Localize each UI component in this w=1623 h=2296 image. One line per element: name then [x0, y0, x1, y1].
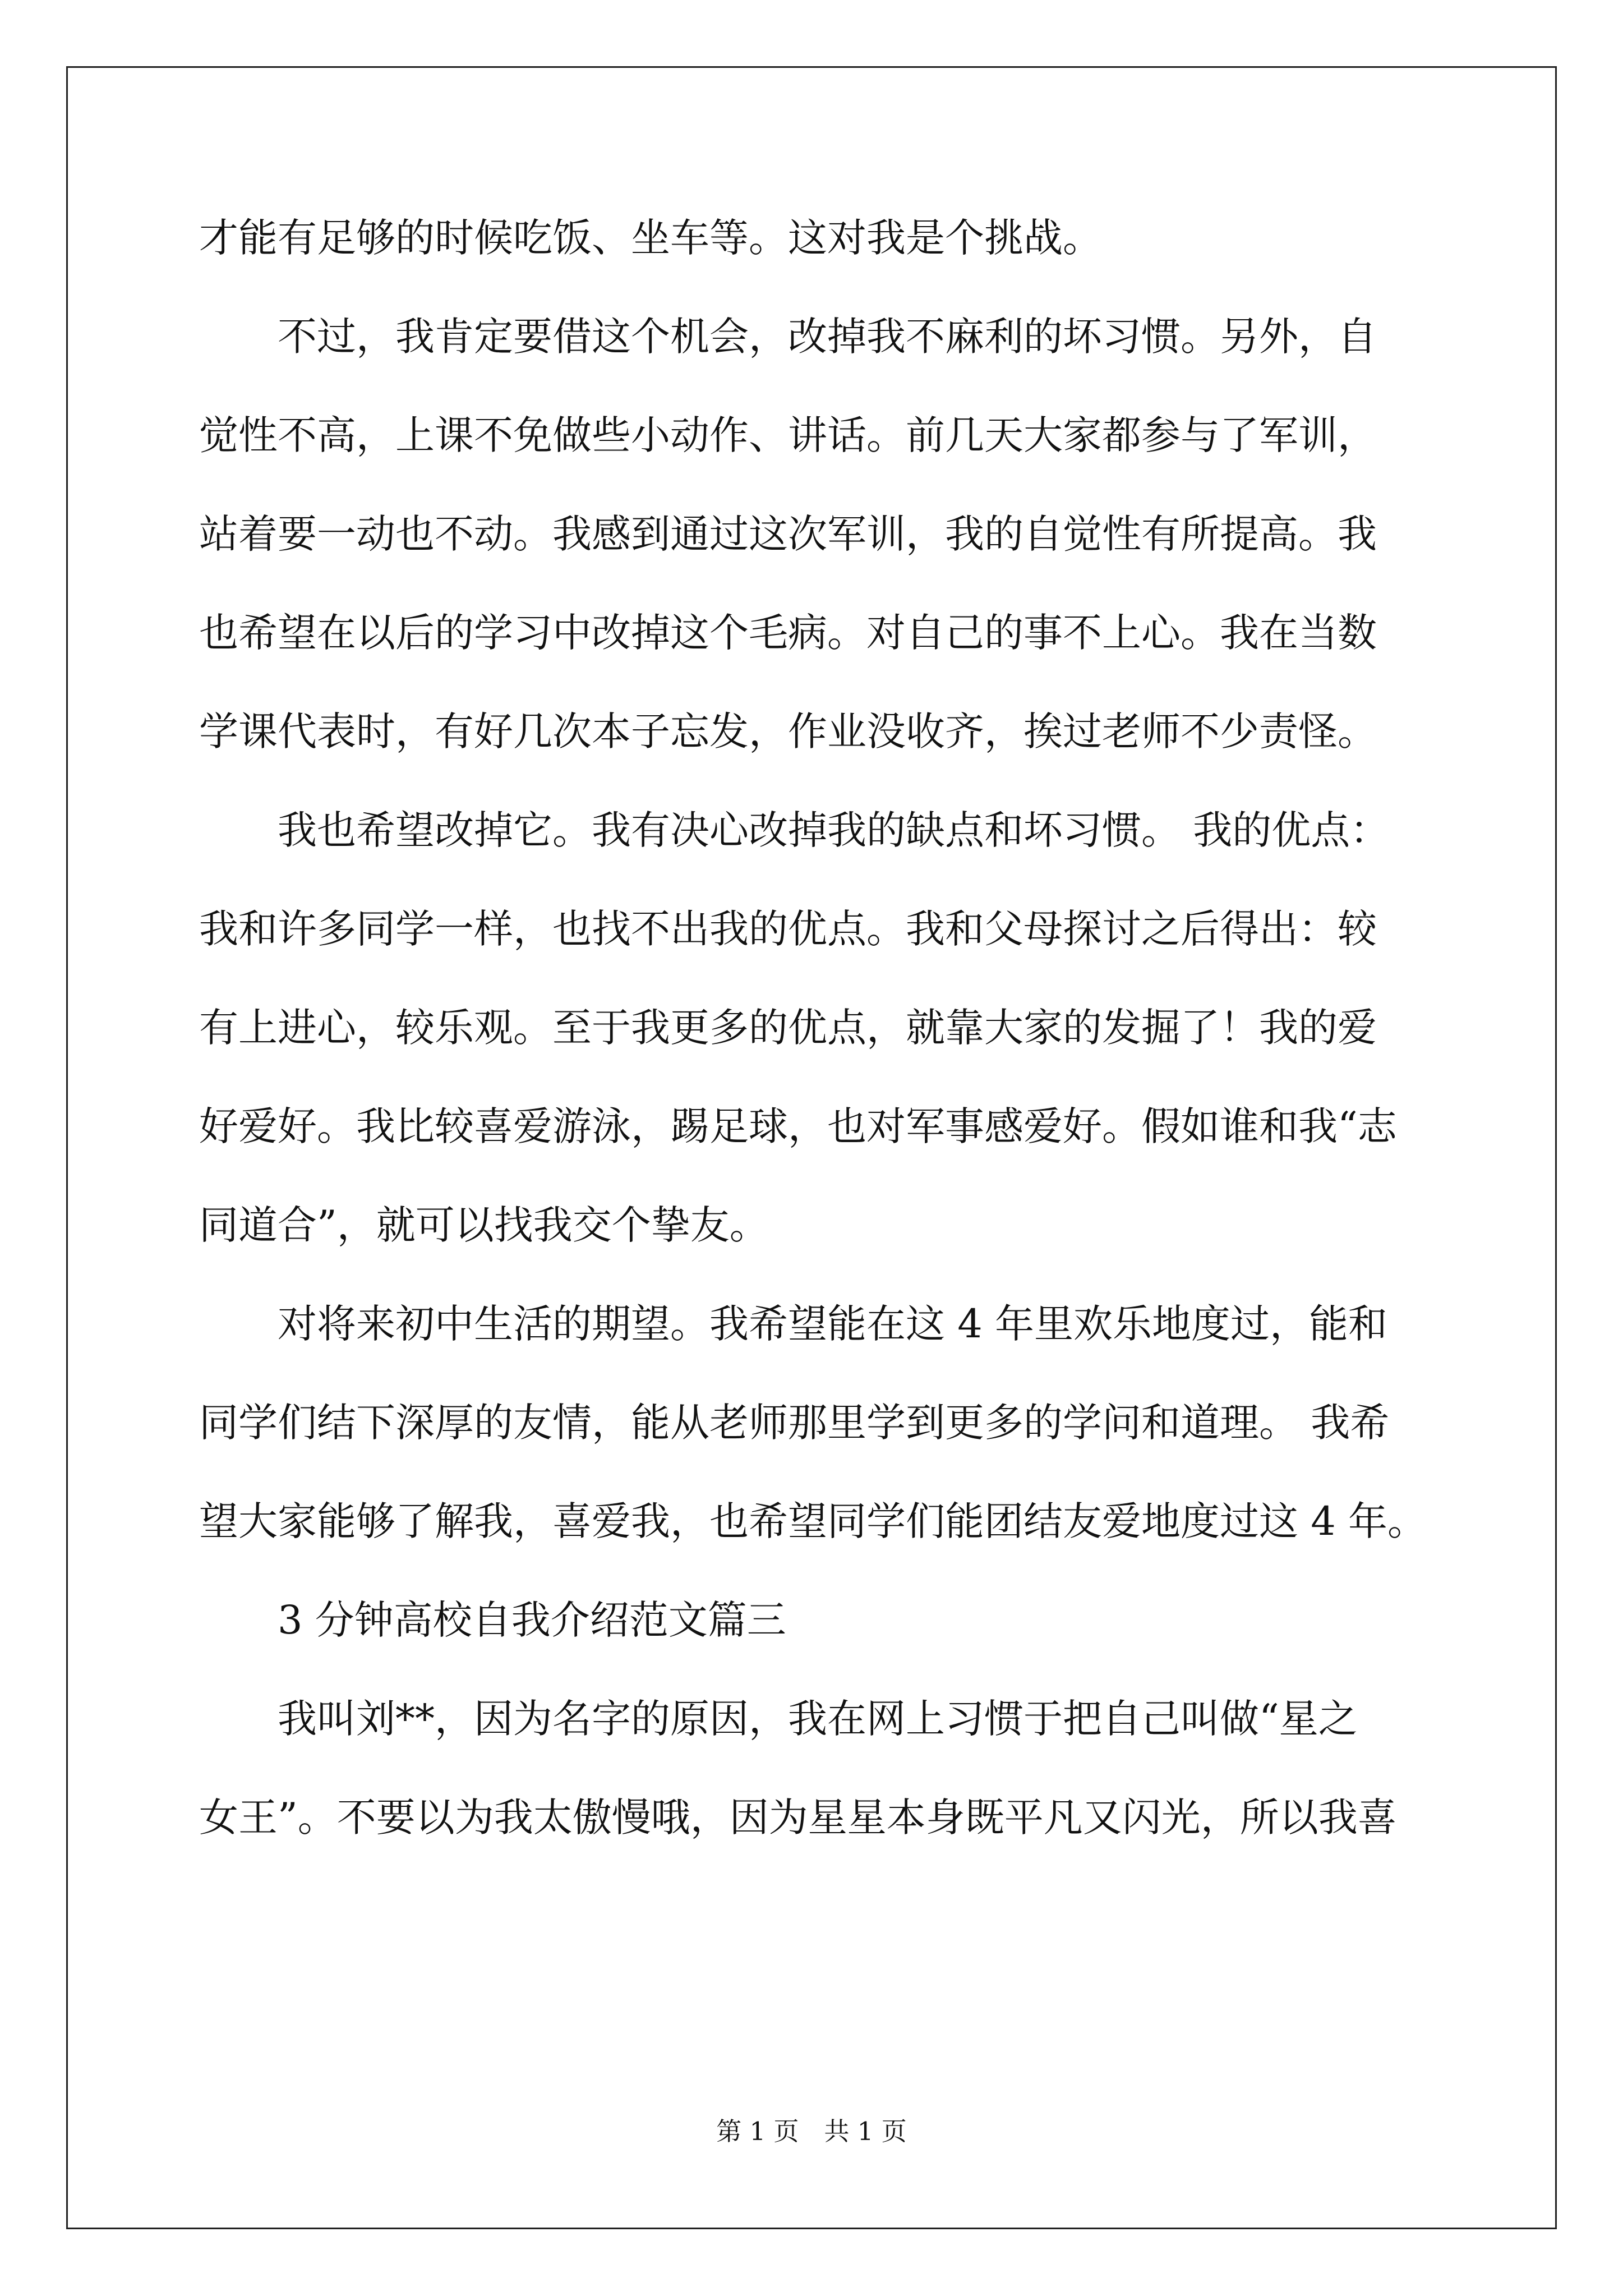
text-line: 对将来初中生活的期望。我希望能在这 4 年里欢乐地度过，能和 [199, 1301, 1388, 1347]
text-line: 望大家能够了解我，喜爱我，也希望同学们能团结友爱地度过这 4 年。 [199, 1498, 1427, 1544]
text-line: 好爱好。我比较喜爱游泳，踢足球，也对军事感爱好。假如谁和我“志 [199, 1103, 1397, 1149]
text-line: 站着要一动也不动。我感到通过这次军训，我的自觉性有所提高。我 [199, 511, 1377, 557]
text-line: 学课代表时，有好几次本子忘发，作业没收齐，挨过老师不少责怪。 [199, 708, 1377, 754]
text-line: 才能有足够的时候吃饭、坐车等。这对我是个挑战。 [199, 215, 1102, 261]
text-line: 觉性不高，上课不免做些小动作、讲话。前几天大家都参与了军训， [199, 412, 1377, 458]
text-line: 不过，我肯定要借这个机会，改掉我不麻利的坏习惯。另外，自 [199, 314, 1377, 360]
text-line: 我和许多同学一样，也找不出我的优点。我和父母探讨之后得出：较 [199, 906, 1377, 952]
text-line: 我叫刘**，因为名字的原因，我在网上习惯于把自己叫做“星之 [199, 1696, 1358, 1742]
text-line: 女王”。不要以为我太傲慢哦，因为星星本身既平凡又闪光，所以我喜 [199, 1795, 1397, 1841]
text-line: 也希望在以后的学习中改掉这个毛病。对自己的事不上心。我在当数 [199, 610, 1377, 656]
text-line: 同学们结下深厚的友情，能从老师那里学到更多的学问和道理。 我希 [199, 1400, 1390, 1446]
text-line: 有上进心，较乐观。至于我更多的优点，就靠大家的发掘了！我的爱 [199, 1005, 1377, 1051]
text-line: 我也希望改掉它。我有决心改掉我的缺点和坏习惯。 我的优点： [199, 807, 1390, 853]
page-number-footer: 第 1 页 共 1 页 [716, 2116, 907, 2146]
text-line: 同道合”，就可以找我交个挚友。 [199, 1202, 769, 1248]
section-heading: 3 分钟高校自我介绍范文篇三 [199, 1597, 786, 1643]
